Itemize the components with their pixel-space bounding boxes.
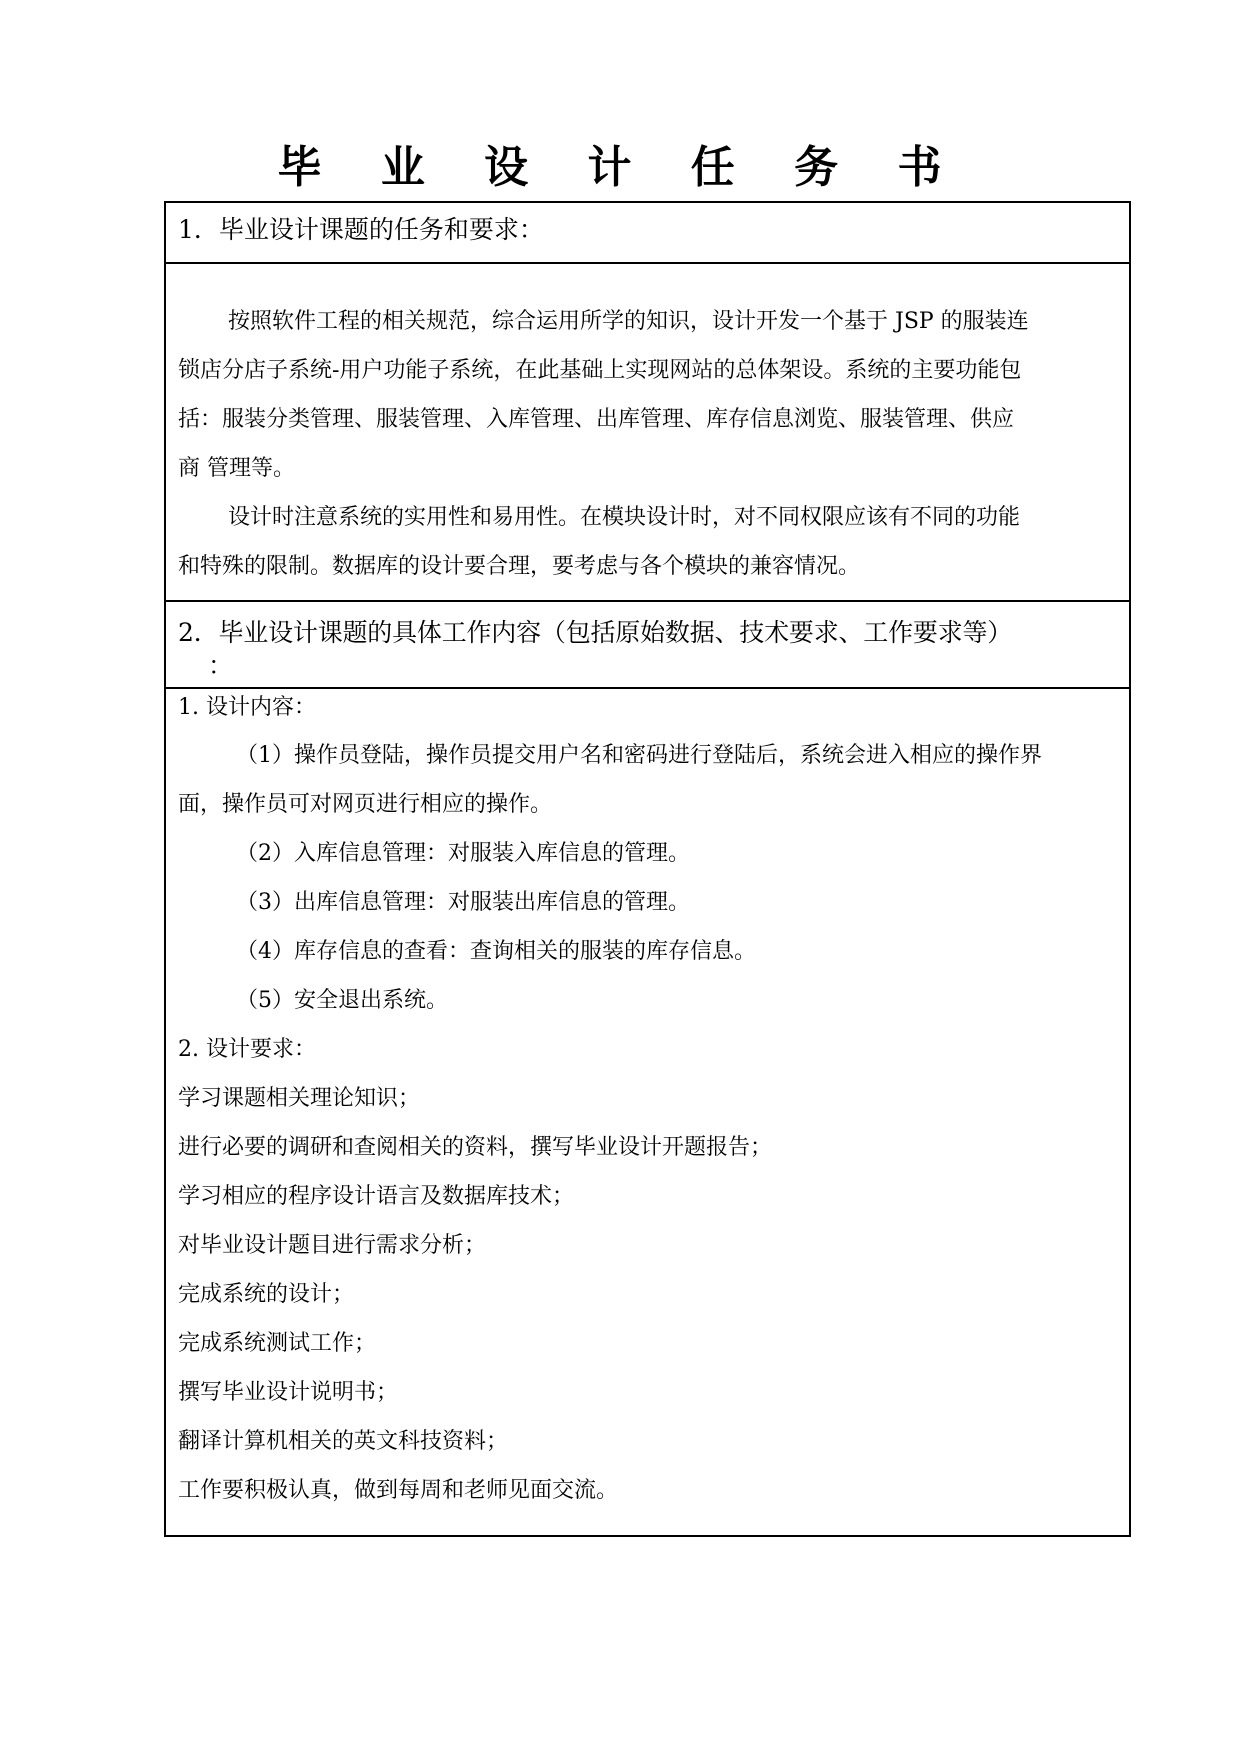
divider	[166, 262, 1129, 264]
design-item: （4）库存信息的查看：查询相关的服装的库存信息。	[236, 939, 756, 964]
section2-heading-tail: ：	[208, 651, 234, 680]
section1-paragraph1-line: 商 管理等。	[178, 456, 295, 481]
section1-paragraph1-line: 括：服装分类管理、服装管理、入库管理、出库管理、库存信息浏览、服装管理、供应	[178, 407, 1015, 432]
requirement-item: 撰写毕业设计说明书；	[178, 1380, 399, 1405]
design-requirements-label: 2. 设计要求：	[178, 1037, 316, 1062]
section1-paragraph2-line: 和特殊的限制。数据库的设计要合理，要考虑与各个模块的兼容情况。	[178, 554, 861, 579]
requirement-item: 工作要积极认真，做到每周和老师见面交流。	[178, 1478, 619, 1503]
divider	[166, 687, 1129, 689]
design-item: （3）出库信息管理：对服装出库信息的管理。	[236, 890, 690, 915]
section1-heading: 1．毕业设计课题的任务和要求：	[178, 215, 544, 244]
design-item-line: 面，操作员可对网页进行相应的操作。	[178, 792, 553, 817]
section2-heading: 2．毕业设计课题的具体工作内容（包括原始数据、技术要求、工作要求等）	[178, 618, 1013, 647]
requirement-item: 对毕业设计题目进行需求分析；	[178, 1233, 487, 1258]
requirement-item: 进行必要的调研和查阅相关的资料，撰写毕业设计开题报告；	[178, 1135, 773, 1160]
design-item: （5）安全退出系统。	[236, 988, 448, 1013]
requirement-item: 完成系统的设计；	[178, 1282, 355, 1307]
requirement-item: 学习相应的程序设计语言及数据库技术；	[178, 1184, 575, 1209]
divider	[166, 600, 1129, 602]
design-item-line: （1）操作员登陆，操作员提交用户名和密码进行登陆后，系统会进入相应的操作界	[236, 743, 1042, 768]
document-title: 毕 业 设 计 任 务 书	[277, 142, 964, 193]
design-item: （2）入库信息管理：对服装入库信息的管理。	[236, 841, 690, 866]
task-table	[164, 201, 1131, 1537]
requirement-item: 学习课题相关理论知识；	[178, 1086, 421, 1111]
requirement-item: 翻译计算机相关的英文科技资料；	[178, 1429, 509, 1454]
section1-paragraph1-line: 按照软件工程的相关规范，综合运用所学的知识，设计开发一个基于 JSP 的服装连	[228, 309, 1029, 334]
requirement-item: 完成系统测试工作；	[178, 1331, 377, 1356]
design-content-label: 1. 设计内容：	[178, 695, 316, 720]
section1-paragraph1-line: 锁店分店子系统-用户功能子系统，在此基础上实现网站的总体架设。系统的主要功能包	[178, 358, 1022, 383]
section1-paragraph2-line: 设计时注意系统的实用性和易用性。在模块设计时，对不同权限应该有不同的功能	[228, 505, 1021, 530]
